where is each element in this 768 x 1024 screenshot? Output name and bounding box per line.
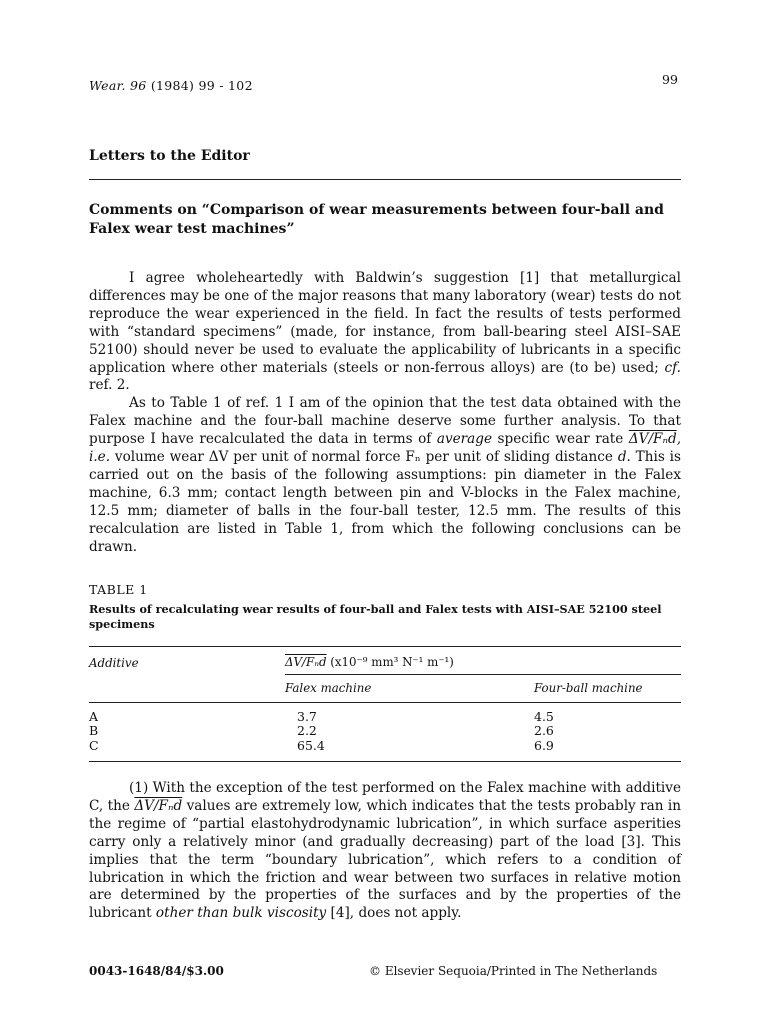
section-title: Letters to the Editor — [89, 148, 250, 164]
table-cell-additive: C — [89, 738, 99, 753]
table-cell-additive: B — [89, 723, 99, 738]
table-cell-fourball: 4.5 — [534, 709, 554, 724]
table-subheader-rule — [285, 674, 681, 675]
wear-rate-symbol: ΔV/Fₙd — [134, 797, 183, 814]
table-cell-fourball: 2.6 — [534, 723, 554, 738]
table-cell-falex: 2.2 — [297, 723, 317, 738]
paragraph-2: As to Table 1 of ref. 1 I am of the opinion that the test data obtained with the Falex machine and the four-ball machine deserve some further analysis. To that purpose I have recalculated the data in terms of average specific wear rate ΔV/Fₙd, i.e. volume wear ΔV per unit of normal force Fₙ per unit of sliding distance d. This is carried out on the basis of the following assumptions: pin diameter in the Falex machine, 6.3 mm; contact length between pin and V-blocks in the Falex machine, 12.5 mm; diameter of balls in the four-ball tester, 12.5 mm. The results of this recalculation are listed in Table 1, from which the following conclusions can be drawn. — [89, 395, 682, 555]
footer-issn-price: 0043-1648/84/$3.00 — [89, 964, 224, 978]
table-header-falex: Falex machine — [285, 681, 372, 695]
table-cell-additive: A — [89, 709, 99, 724]
journal-volume: 96 — [130, 78, 147, 93]
table-header-measure: ΔV/Fₙd (x10⁻⁹ mm³ N⁻¹ m⁻¹) — [285, 655, 454, 669]
body-text-intro — [89, 270, 681, 557]
table-label: TABLE 1 — [89, 582, 148, 597]
journal-year-pages: (1984) 99 - 102 — [150, 78, 253, 93]
table-header-additive: Additive — [89, 656, 139, 670]
table-bottom-rule — [89, 761, 681, 762]
paragraph-3: (1) With the exception of the test performed on the Falex machine with additive C, the ΔV/Fₙd values are extremely low, which indicates that the tests probably ran in the regime of “partial elastohydrodynamic lubrication”, in which surface asperities carry only a relatively minor (and gradually decreasing) part of the load [3]. This implies that the term “boundary lubrication”, which refers to a condition of lubrication in which the friction and wear between two surfaces in relative motion are determined by the properties of the surfaces and by the properties of the lubricant other than bulk viscosity [4], does not apply. — [89, 780, 681, 922]
table-caption: Results of recalculating wear results of four-ball and Falex tests with AISI–SAE 52100 steel specimens — [89, 602, 662, 631]
article-title: Comments on “Comparison of wear measurements between four-ball and Falex wear test machines” — [89, 202, 664, 237]
table-cell-falex: 65.4 — [297, 738, 325, 753]
table-cell-falex: 3.7 — [297, 709, 317, 724]
table-header-rule — [89, 702, 681, 703]
body-text-conclusions — [89, 780, 681, 923]
section-divider — [89, 179, 681, 180]
table-header-fourball: Four-ball machine — [534, 681, 643, 695]
paragraph-1: I agree wholeheartedly with Baldwin’s suggestion [1] that metallurgical differences may be one of the major reasons that many laboratory (wear) tests do not reproduce the wear experienced in the field. In fact the results of tests performed with “standard specimens” (made, for instance, from ball-bearing steel AISI–SAE 52100) should never be used to evaluate the applicability of lubricants in a specific application where other materials (steels or non-ferrous alloys) are (to be) used; cf. ref. 2. — [89, 270, 681, 394]
wear-rate-symbol: ΔV/Fₙd — [628, 431, 677, 448]
table-top-rule — [89, 646, 681, 647]
table-cell-fourball: 6.9 — [534, 738, 554, 753]
journal-name: Wear. — [89, 78, 126, 93]
footer-publisher: © Elsevier Sequoia/Printed in The Netherlands — [369, 964, 658, 978]
journal-reference — [89, 78, 253, 93]
page-number: 99 — [662, 72, 678, 87]
